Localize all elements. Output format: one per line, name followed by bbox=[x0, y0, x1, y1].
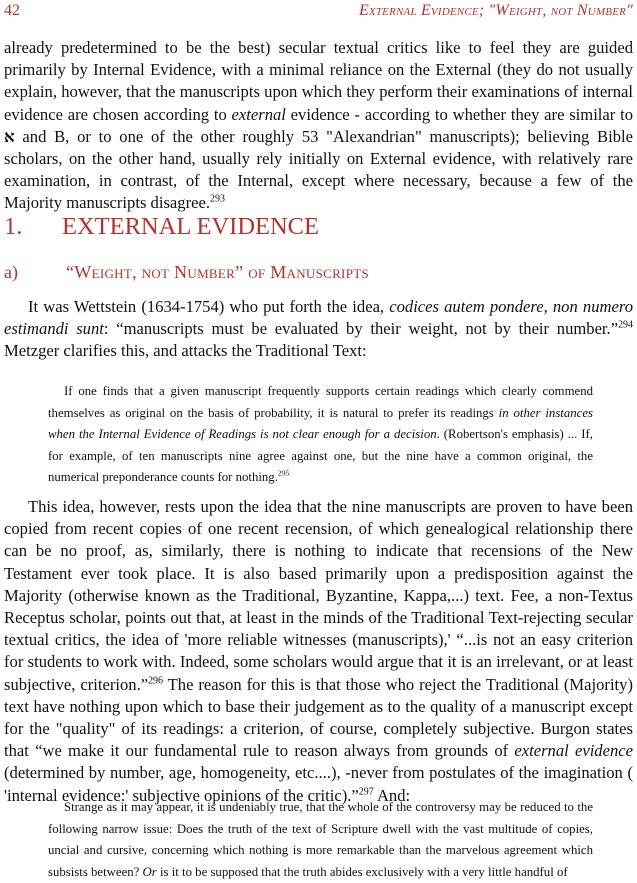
paragraph-3-emphasis: external evidence bbox=[514, 741, 633, 761]
footnote-ref-294: 294 bbox=[618, 319, 633, 331]
paragraph-1-text-a: already predetermined to be the best) secular textual critics like to feel they are guided primarily by Internal Evidence, with a minimal reliance on the External (they do not usually explain, however, that the manuscripts upon which they perform their examinations of internal evidence are chosen according to bbox=[4, 38, 633, 124]
footnote-ref-297: 297 bbox=[358, 786, 374, 798]
running-title: External Evidence; "Weight, not Number" bbox=[358, 2, 633, 19]
aleph-symbol: א bbox=[4, 126, 15, 146]
paragraph-1-emphasis: external bbox=[231, 104, 286, 124]
paragraph-3-text-b: The reason for this is that those who reject the Traditional (Majority) text have nothing upon which to base their judgement as to the quality of a manuscript except for the "quality" of its readings: a criterion, of course, completely subjective. Burgon states that “we make it our fundamental rule to reason always from grounds of bbox=[4, 674, 633, 761]
section-number: 1. bbox=[4, 213, 23, 240]
page-number: 42 bbox=[4, 2, 20, 19]
paragraph-2 bbox=[4, 296, 633, 363]
block-quote-burgon bbox=[48, 797, 593, 883]
paragraph-3-text-d: (determined by number, age, homogeneity, etc....), -never from postulates of the imagination ( 'internal evidence:' subjective opinions of the critic).” bbox=[4, 763, 633, 805]
paragraph-2-text-a: It was Wettstein (1634-1754) who put forth the idea, bbox=[28, 297, 390, 316]
footnote-ref-293: 293 bbox=[210, 193, 225, 205]
footnote-ref-295: 295 bbox=[277, 469, 290, 479]
footnote-ref-296: 296 bbox=[148, 675, 164, 687]
paragraph-1 bbox=[4, 37, 633, 215]
subsection-number: a) bbox=[4, 262, 18, 282]
block-quote-metzger bbox=[48, 381, 593, 489]
quote-1-text-a: If one finds that a given manuscript frequently supports certain readings which clearly commend themselves as original on the basis of probability, it is natural to prefer its readings bbox=[48, 384, 593, 420]
paragraph-2-text-d: Metzger clarifies this, and attacks the Traditional Text: bbox=[4, 341, 367, 361]
paragraph-1-text-c: evidence - according to whether they are similar to bbox=[285, 104, 633, 124]
paragraph-3 bbox=[4, 496, 633, 807]
page-header bbox=[4, 2, 633, 22]
section-title: EXTERNAL EVIDENCE bbox=[62, 213, 319, 240]
paragraph-3-text-a: This idea, however, rests upon the idea that the nine manuscripts are proven to have been copied from recent copies of one recent recension, of which genealogical relationship there can be no proof, as, similarly, there is nothing to indicate that recensions of the New Testament ever took place. It is also based primarily upon a predisposition against the Majority (otherwise known as the Traditional, Byzantine, Kappa,...) text. Fee, a non-Textus Receptus scholar, points out that, at least in the minds of the Traditional Text-rejecting secular textual critics, the idea of 'more reliable witnesses (manuscripts),' “...is not an easy criterion for students to work with. Indeed, some scholars would argue that it is an irrelevant, or at least subjective, criterion.” bbox=[4, 497, 633, 694]
quote-2-text-c: is it to be supposed that the truth abides exclusively with a very little handful of bbox=[156, 864, 568, 879]
quote-2-text-a: Strange as it may appear, it is undeniably true, that the whole of the controversy may be reduced to the following narrow issue: Does the truth of the text of Scripture dwell with the vast multitude of copies, uncial and cursive, concerning which nothing is more remarkable than the marvelous agreement which subsists between? bbox=[48, 800, 593, 879]
section-heading bbox=[4, 213, 319, 241]
latin-phrase: codices autem pondere, non numero estimandi sunt bbox=[4, 297, 633, 339]
paragraph-2-text-c: : “manuscripts must be evaluated by their weight, not by their number.” bbox=[103, 319, 619, 339]
subsection-title: “Weight, not Number” of Manuscripts bbox=[66, 262, 369, 282]
paragraph-3-text-e: And: bbox=[373, 785, 411, 805]
paragraph-1-text-d: and B, or to one of the other roughly 53 "Alexandrian" manuscripts); believing Bible scholars, on the other hand, usually rely initially on External evidence, with relatively rare examination, in contrast, of the Internal, except where necessary, because a few of the Majority manuscripts disagree. bbox=[4, 126, 633, 213]
subsection-heading bbox=[4, 262, 369, 283]
quote-2-emphasis: Or bbox=[142, 864, 157, 879]
quote-1-text-c: . (Robertson's emphasis) ... If, for example, of ten manuscripts nine agree against one, but the nine have a common original, the numerical preponderance counts for nothing. bbox=[48, 427, 593, 485]
quote-1-emphasis: in other instances when the Internal Evidence of Readings is not clear enough for a decision bbox=[48, 405, 593, 442]
